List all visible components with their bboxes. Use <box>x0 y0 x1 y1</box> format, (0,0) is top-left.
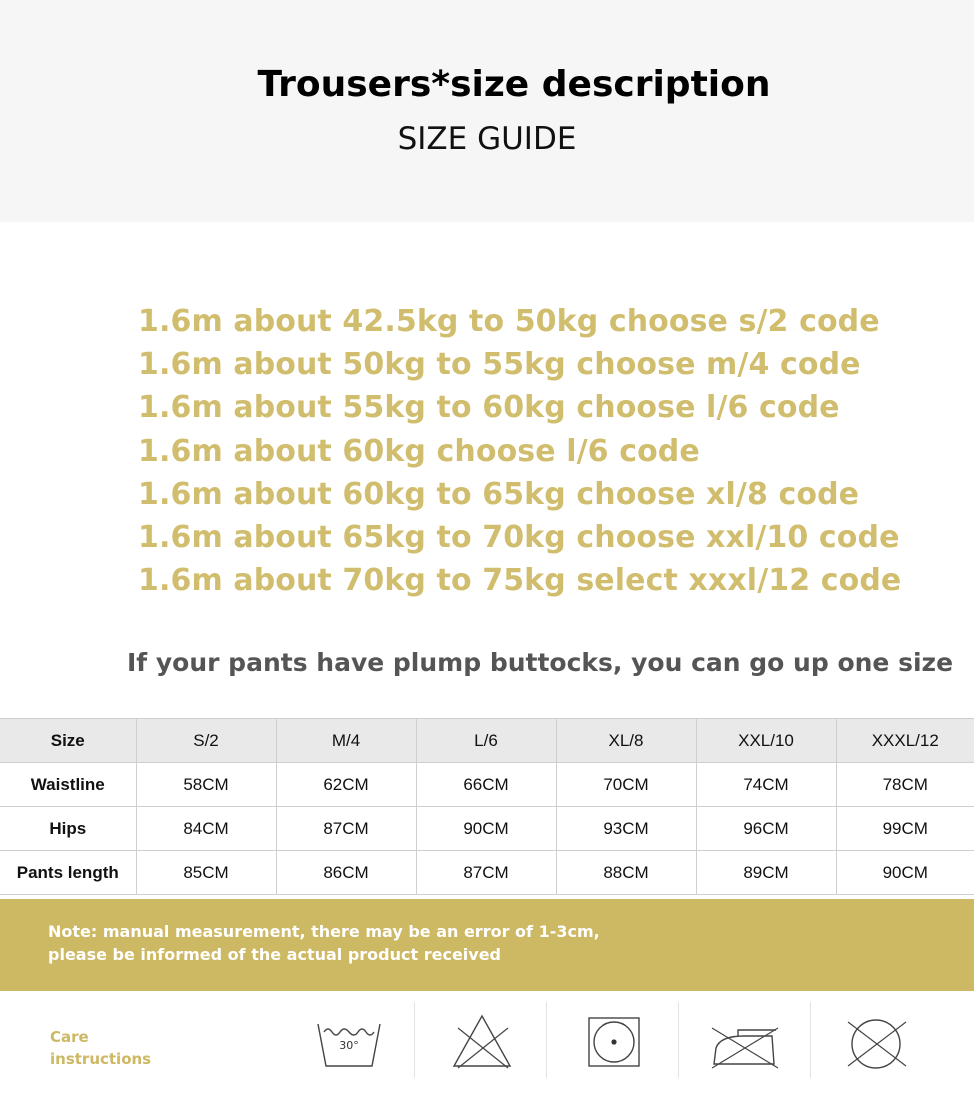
table-header-cell: XL/8 <box>556 719 696 763</box>
table-row <box>0 763 974 807</box>
no-bleach-icon <box>418 1002 548 1078</box>
note-line-2: please be informed of the actual product received <box>48 945 502 964</box>
care-label-line-1: Care <box>50 1028 89 1046</box>
header-band <box>0 0 974 222</box>
care-instructions-label <box>50 1026 160 1070</box>
table-header-cell: XXXL/12 <box>836 719 974 763</box>
care-divider <box>678 1002 679 1078</box>
care-label-line-2: instructions <box>50 1050 152 1068</box>
table-cell: 89CM <box>696 851 836 895</box>
wash-temperature: 30° <box>339 1039 359 1052</box>
table-header-cell: XXL/10 <box>696 719 836 763</box>
row-label: Pants length <box>0 851 136 895</box>
page-title: Trousers*size description <box>257 64 771 105</box>
table-header-cell: M/4 <box>276 719 416 763</box>
table-cell: 58CM <box>136 763 276 807</box>
size-table <box>0 718 974 895</box>
table-cell: 70CM <box>556 763 696 807</box>
care-divider <box>546 1002 547 1078</box>
table-row <box>0 807 974 851</box>
tumble-dry-low-icon <box>549 1002 679 1078</box>
table-cell: 66CM <box>416 763 556 807</box>
page-subtitle: SIZE GUIDE <box>397 121 577 157</box>
table-cell: 86CM <box>276 851 416 895</box>
table-row <box>0 851 974 895</box>
size-up-tip: If your pants have plump buttocks, you can go up one size <box>127 648 954 677</box>
recommendation-item: 1.6m about 65kg to 70kg choose xxl/10 code <box>138 519 900 555</box>
table-cell: 84CM <box>136 807 276 851</box>
table-cell: 78CM <box>836 763 974 807</box>
table-header-cell: S/2 <box>136 719 276 763</box>
size-recommendation-list <box>138 300 901 602</box>
recommendation-item: 1.6m about 60kg choose l/6 code <box>138 433 700 469</box>
no-iron-icon <box>680 1002 810 1078</box>
table-cell: 74CM <box>696 763 836 807</box>
recommendation-item: 1.6m about 55kg to 60kg choose l/6 code <box>138 390 840 426</box>
table-cell: 90CM <box>416 807 556 851</box>
row-label: Hips <box>0 807 136 851</box>
table-cell: 93CM <box>556 807 696 851</box>
recommendation-item: 1.6m about 50kg to 55kg choose m/4 code <box>138 347 861 383</box>
row-label: Waistline <box>0 763 136 807</box>
note-line-1: Note: manual measurement, there may be an error of 1-3cm, <box>48 922 600 941</box>
no-dry-clean-icon <box>812 1002 942 1078</box>
care-divider <box>810 1002 811 1078</box>
table-cell: 99CM <box>836 807 974 851</box>
table-header-cell: Size <box>0 719 136 763</box>
recommendation-item: 1.6m about 60kg to 65kg choose xl/8 code <box>138 476 860 512</box>
size-table-header-row <box>0 719 974 763</box>
care-divider <box>414 1002 415 1078</box>
table-cell: 85CM <box>136 851 276 895</box>
table-header-cell: L/6 <box>416 719 556 763</box>
table-cell: 90CM <box>836 851 974 895</box>
table-cell: 87CM <box>416 851 556 895</box>
table-cell: 88CM <box>556 851 696 895</box>
measurement-note-banner <box>0 899 974 991</box>
recommendation-item: 1.6m about 42.5kg to 50kg choose s/2 code <box>138 304 880 339</box>
table-cell: 96CM <box>696 807 836 851</box>
table-cell: 62CM <box>276 763 416 807</box>
table-cell: 87CM <box>276 807 416 851</box>
wash-30-icon <box>284 1002 414 1078</box>
recommendation-item: 1.6m about 70kg to 75kg select xxxl/12 code <box>138 563 902 599</box>
